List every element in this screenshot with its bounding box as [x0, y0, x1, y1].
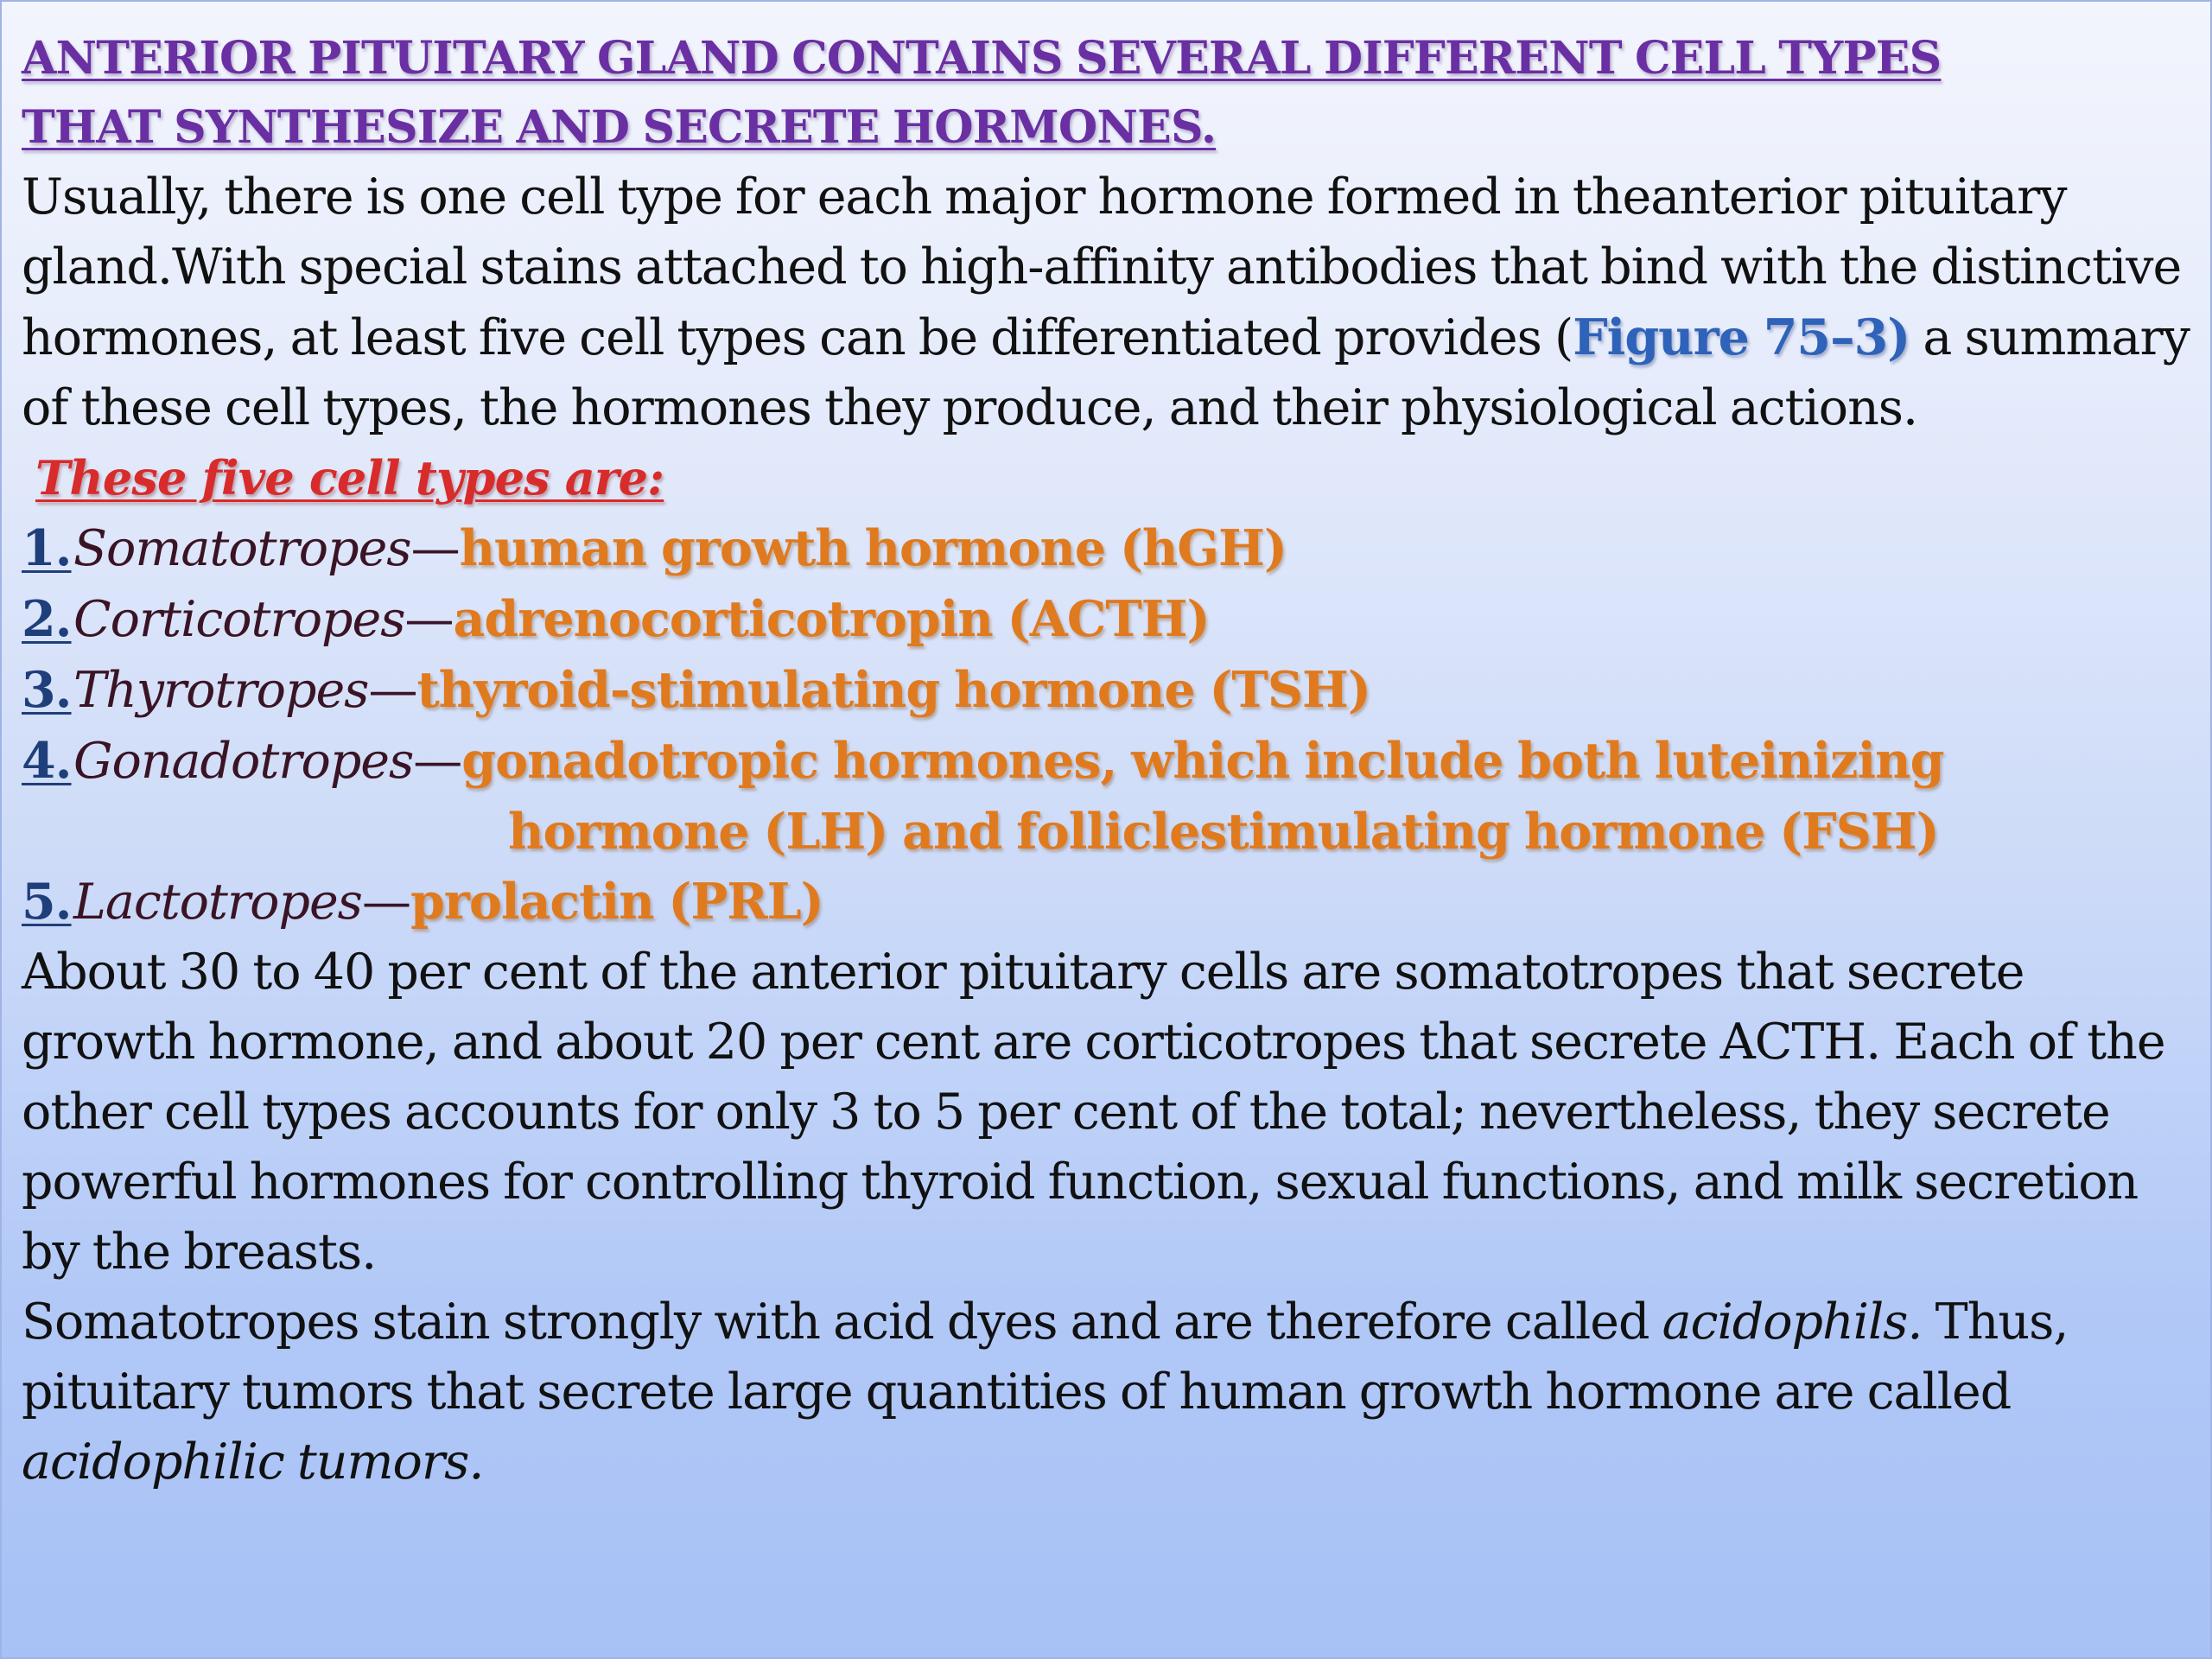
item-number: 1. — [22, 519, 72, 577]
em-dash: — — [361, 874, 410, 931]
cell-type-list — [22, 513, 2195, 938]
acidophil-text-1: Somatotropes stain strongly with acid dyes and are therefore called — [22, 1294, 1662, 1351]
item-number: 2. — [22, 590, 72, 648]
acidophil-paragraph — [22, 1287, 2195, 1497]
em-dash: — — [410, 520, 460, 577]
title-line-2: THAT SYNTHESIZE AND SECRETE HORMONES. — [22, 101, 1217, 154]
item-number: 4. — [22, 732, 72, 790]
hormone-name-continued: hormone (LH) and folliclestimulating hormone (FSH) — [508, 803, 1939, 861]
item-number: 5. — [22, 873, 72, 931]
list-item — [22, 726, 2195, 867]
acidophil-text-2: Thus, pituitary tumors that secrete large quantities of human growth hormone are called — [22, 1294, 2069, 1421]
list-item — [22, 513, 2195, 584]
acidophils-term: acidophils. — [1662, 1294, 1923, 1351]
title-line-1: ANTERIOR PITUITARY GLAND CONTAINS SEVERAL DIFFERENT CELL TYPES — [22, 32, 1942, 85]
intro-text-after: a summary of these cell types, the hormones they produce, and their physiological actions. — [22, 309, 2190, 436]
figure-reference: Figure 75–3) — [1573, 308, 1910, 366]
cell-name: Lactotropes — [73, 874, 362, 931]
cell-name: Gonadotropes — [73, 733, 414, 790]
cell-percentage-paragraph: About 30 to 40 per cent of the anterior pituitary cells are somatotropes that secrete growth hormone, and about 20 per cent are corticotropes that secrete ACTH. Each of the other cell types accounts for only 3 to 5 per cent of the total; nevertheless, they secrete powerful hormones for controlling thyroid function, sexual functions, and milk secretion by the breasts. — [22, 944, 2165, 1281]
hormone-name: adrenocorticotropin (ACTH) — [453, 590, 1210, 648]
hormone-name: human growth hormone (hGH) — [459, 519, 1287, 577]
list-item — [22, 655, 2195, 726]
hormone-name: prolactin (PRL) — [410, 873, 823, 931]
list-item — [22, 584, 2195, 655]
em-dash: — — [368, 662, 417, 719]
acidophilic-tumors-term: acidophilic tumors. — [22, 1433, 484, 1491]
slide-content — [22, 24, 2195, 1640]
cell-name: Somatotropes — [73, 520, 411, 577]
em-dash: — — [413, 733, 462, 790]
item-number: 3. — [22, 661, 72, 719]
intro-paragraph — [22, 162, 2195, 443]
slide-title — [22, 24, 2195, 162]
hormone-name: gonadotropic hormones, which include both luteinizing — [461, 732, 1944, 790]
cell-types-heading: These five cell types are: — [35, 450, 664, 505]
list-item — [22, 867, 2195, 938]
cell-name: Thyrotropes — [73, 662, 369, 719]
intro-text-before: Usually, there is one cell type for each major hormone formed in theanterior pituitary gland.With special stains attached to high-affinity antibodies that bind with the distinctive hormones, at least five cell types can be differentiated provides ( — [22, 168, 2182, 366]
hormone-name: thyroid-stimulating hormone (TSH) — [416, 661, 1370, 719]
cell-name: Corticotropes — [73, 591, 405, 648]
em-dash: — — [404, 591, 454, 648]
